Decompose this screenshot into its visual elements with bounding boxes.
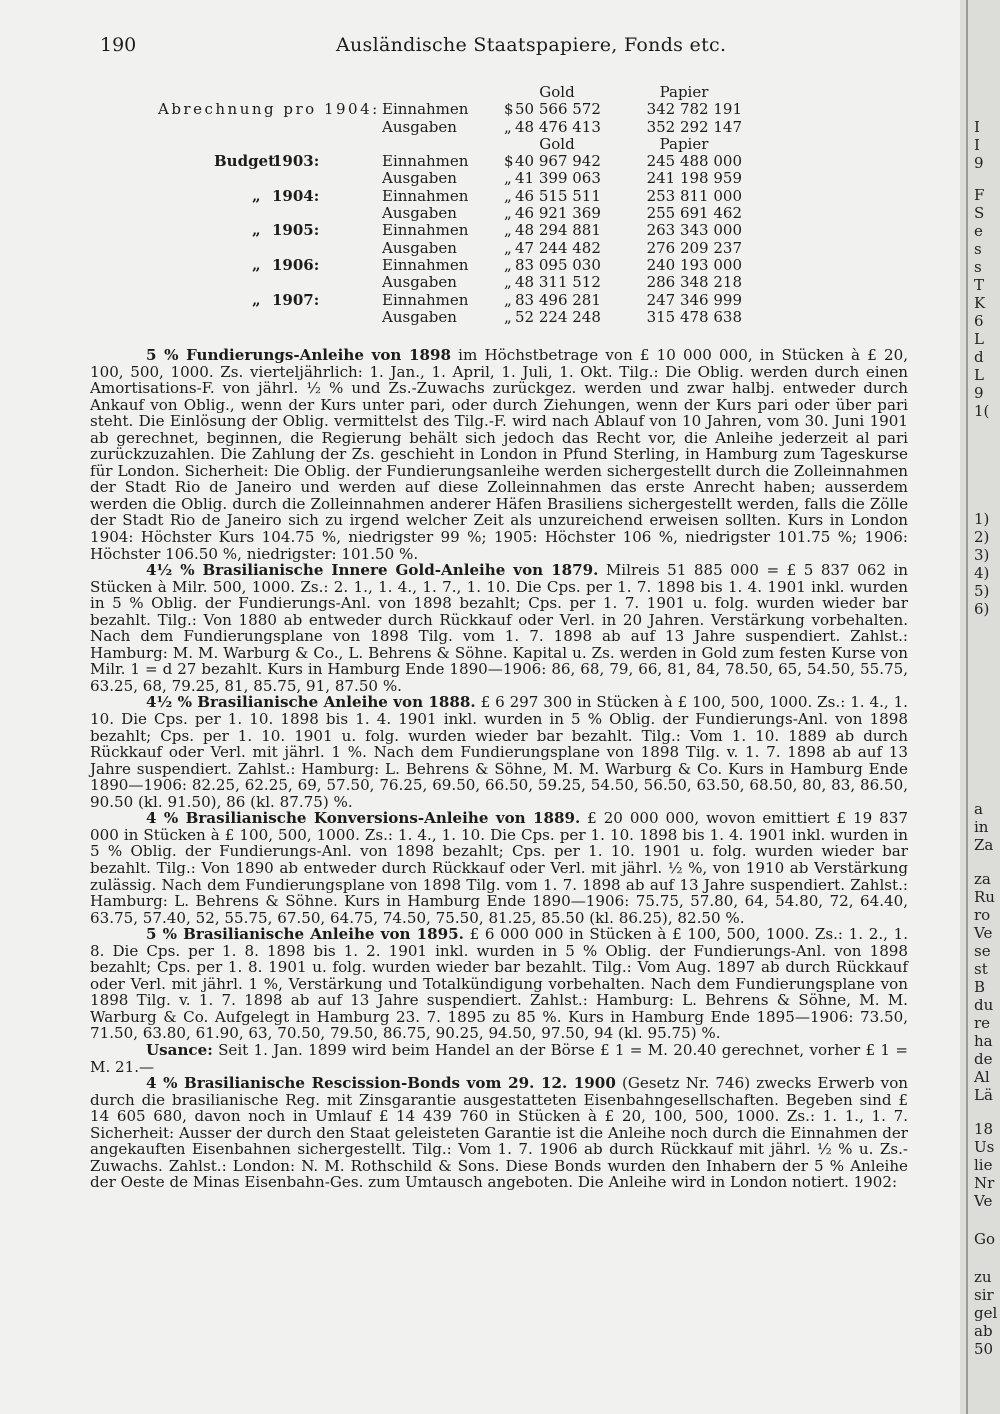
section-heading: 4 % Brasilianische Rescission-Bonds vom 29. 12. 1900	[146, 1074, 616, 1093]
budget-year: 1903:	[272, 152, 320, 171]
margin-fragment: ab	[974, 1322, 993, 1340]
margin-fragment: za	[974, 870, 991, 888]
margin-fragment: T	[974, 276, 985, 294]
margin-fragment: B	[974, 978, 986, 996]
paper-header: Papier	[659, 83, 709, 101]
gold-value: 46 515 511	[515, 186, 601, 205]
section-heading: Usance:	[146, 1040, 213, 1059]
margin-fragment: d	[974, 348, 984, 366]
ditto-mark: „	[504, 186, 512, 205]
section-text: £ 6 297 300 in Stücken à £ 100, 500, 1000. Zs.: 1. 4., 1. 10. Die Cps. per 1. 10. 1898 bis 1. 4. 1901 inkl. wurden in 5 % Oblig. der Fundierungs-Anl. von 1898 bezahlt; Cps. per 1. 10. 1901 u. folg. wurden wieder bar bezahlt. Tilg.: Vom 1. 10. 1889 ab durch Rückkauf oder Verl. mit jährl. 1 %. Nach dem Fundierungsplane von 1898 Tilg. v. 1. 7. 1898 ab auf 13 Jahre suspendiert. Zahlst.: Hamburg: L. Behrens & Söhne, M. M. Warburg & Co. Kurs in Hamburg Ende 1890—1906: 82.25, 62.25, 69, 57.50, 76.25, 69.50, 66.50, 59.25, 54.50, 56.50, 63.50, 68.50, 80, 83, 86.50, 90.50 (kl. 91.50), 86 (kl. 87.75) %.	[90, 693, 908, 811]
ditto-mark: „	[504, 273, 512, 292]
section-heading: 4½ % Brasilianische Anleihe von 1888.	[146, 693, 476, 712]
margin-fragment: 18	[974, 1120, 994, 1138]
margin-fragment: gel	[974, 1304, 998, 1322]
ditto-mark: „	[504, 204, 512, 223]
gold-value: 46 921 369	[515, 204, 601, 223]
section-text: (Gesetz Nr. 746) zwecks Erwerb von durch die brasilianische Reg. mit Zinsgarantie ausgestatteten Eisenbahngesellschaften. Begeben sind £ 14 605 680, davon noch in Umlauf £ 14 439 760 in Stücken à £ 20, 100, 500, 1000. Zs.: 1. 1., 1. 7. Sicherheit: Ausser der durch den Staat geleisteten Garantie ist die Anleihe noch durch die Einnahmen der angekauften Eisenbahnen sichergestellt. Tilg.: Vom 1. 7. 1906 ab durch Rückkauf mit jährl. ½ % u. Zs.-Zuwachs. Zahlst.: London: N. M. Rothschild & Sons. Diese Bonds wurden den Inhabern der 5 % Anleihe der Oeste de Minas Eisenbahn-Ges. zum Umtausch angeboten. Die Anleihe wird in London notiert. 1902:	[90, 1074, 909, 1192]
gold-value: 83 496 281	[515, 290, 601, 309]
budget-year: 1906:	[272, 255, 320, 274]
row-type: Ausgaben	[382, 238, 457, 257]
ditto-mark: „	[504, 117, 512, 136]
margin-fragment: 1)	[974, 510, 990, 528]
column-header-row	[90, 136, 910, 153]
margin-fragment: 3)	[974, 546, 990, 564]
margin-fragment: I	[974, 118, 980, 136]
margin-fragment: S	[974, 204, 985, 222]
section-heading: 5 % Fundierungs-Anleihe von 1898	[146, 346, 452, 364]
row-type: Ausgaben	[382, 273, 457, 292]
ditto-mark: „	[252, 255, 261, 274]
budget-einnahmen-row	[90, 257, 910, 274]
section-fundierungs-anleihe-1898	[90, 347, 908, 562]
paper-value: 253 811 000	[646, 186, 742, 205]
budget-label: Budget	[214, 152, 276, 171]
row-type: Einnahmen	[382, 100, 469, 119]
section-heading: 5 % Brasilianische Anleihe von 1895.	[146, 925, 464, 944]
running-title: Ausländische Staatspapiere, Fonds etc.	[336, 34, 727, 56]
budget-einnahmen-row	[90, 153, 910, 170]
ditto-mark: „	[504, 290, 512, 309]
margin-fragment: 4)	[974, 564, 990, 582]
section-text: Seit 1. Jan. 1899 wird beim Handel an der Börse £ 1 = M. 20.40 gerechnet, vorher £ 1 = M. 21.—	[90, 1040, 908, 1076]
section-heading: 4½ % Brasilianische Innere Gold-Anleihe von 1879.	[146, 561, 599, 580]
row-type: Einnahmen	[382, 186, 469, 205]
budget-ausgaben-row	[90, 240, 910, 257]
section-text: im Höchstbetrage von £ 10 000 000, in Stücken à £ 20, 100, 500, 1000. Zs. vierteljährlich: 1. Jan., 1. April, 1. Juli, 1. Okt. Tilg.: Die Oblig. werden durch einen Amortisations-F. von jährl. ½ % und Zs.-Zuwachs zurückgez. werden und zwar halbj. entweder durch Ankauf von Oblig., wenn der Kurs unter pari, oder durch Ziehungen, wenn der Kurs pari oder über pari steht. Die Einlösung der Oblig. vermittelst des Tilg.-F. wird nach Ablauf von 10 Jahren, vom 30. Juni 1901 ab gerechnet, beginnen, die Regierung behält sich jedoch das Recht vor, die Anleihe jederzeit al pari zurückzuzahlen. Die Zahlung der Zs. geschieht in London in Pfund Sterling, in Hamburg zum Tageskurse für London. Sicherheit: Die Oblig. der Fundierungsanleihe werden sichergestellt durch die Zolleinnahmen der Stadt Rio de Janeiro und werden auf diese Zolleinnahmen das erste Anrecht haben; ausserdem werden die Oblig. durch die Zolleinnahmen anderer Häfen Brasiliens sichergestellt werden, falls die Zölle der Stadt Rio de Janeiro sich zu irgend welcher Zeit als unzureichend erweisen sollten. Kurs in London 1904: Höchster Kurs 104.75 %, niedrigster 99 %; 1905: Höchster 106 %, niedrigster 101.75 %; 1906: Höchster 106.50 %, niedrigster: 101.50 %.	[90, 346, 908, 563]
margin-fragment: 6)	[974, 600, 990, 618]
section-anleihe-1895	[90, 926, 908, 1042]
paper-value: 276 209 237	[646, 238, 742, 257]
paper-value: 342 782 191	[646, 100, 742, 119]
margin-fragment: L	[974, 366, 984, 384]
currency-symbol: $	[504, 100, 514, 119]
budget-year: 1907:	[272, 290, 320, 309]
margin-fragment: 9	[974, 384, 984, 402]
margin-fragment: se	[974, 942, 991, 960]
paper-value: 352 292 147	[646, 117, 742, 136]
gold-value: 83 095 030	[515, 255, 601, 274]
margin-fragment: 50	[974, 1340, 994, 1358]
section-usance	[90, 1042, 908, 1075]
ditto-mark: „	[252, 186, 261, 205]
abrechnung-einnahmen-row	[90, 101, 910, 118]
margin-fragment: Za	[974, 836, 994, 854]
margin-fragment: 5)	[974, 582, 990, 600]
ditto-mark: „	[504, 238, 512, 257]
gold-value: 50 566 572	[515, 100, 601, 119]
abrechnung-ausgaben-row	[90, 119, 910, 136]
margin-fragment: L	[974, 330, 984, 348]
margin-fragment: Ve	[974, 924, 993, 942]
margin-fragment: in	[974, 818, 989, 836]
margin-fragment: zu	[974, 1268, 992, 1286]
margin-fragment: e	[974, 222, 983, 240]
paper-value: 241 198 959	[646, 169, 742, 188]
margin-fragment: 9	[974, 154, 984, 172]
gold-value: 48 476 413	[515, 117, 601, 136]
page-fold-line	[966, 0, 968, 1414]
section-innere-gold-anleihe-1879	[90, 562, 908, 694]
gold-value: 41 399 063	[515, 169, 601, 188]
margin-fragment: Al	[974, 1068, 990, 1086]
row-type: Ausgaben	[382, 307, 457, 326]
section-konversions-anleihe-1889	[90, 810, 908, 926]
paper-value: 240 193 000	[646, 255, 742, 274]
row-type: Ausgaben	[382, 117, 457, 136]
margin-fragment: K	[974, 294, 986, 312]
section-heading: 4 % Brasilianische Konversions-Anleihe von 1889.	[146, 809, 581, 828]
row-type: Einnahmen	[382, 152, 469, 171]
paper-value: 255 691 462	[646, 204, 742, 223]
margin-fragment: Nr	[974, 1174, 995, 1192]
margin-fragment: lie	[974, 1156, 993, 1174]
body-text	[90, 347, 908, 1191]
margin-fragment: 1(	[974, 402, 990, 420]
ditto-mark: „	[504, 169, 512, 188]
section-text: £ 6 000 000 in Stücken à £ 100, 500, 1000. Zs.: 1. 2., 1. 8. Die Cps. per 1. 8. 1898 bis 1. 2. 1901 inkl. wurden in 5 % Oblig. der Fundierungs-Anl. von 1898 bezahlt; Cps. per 1. 8. 1901 u. folg. wurden wieder bar bezahlt. Tilg.: Vom Aug. 1897 ab durch Rückkauf oder Verl. mit jährl. 1 %, Verstärkung und Totalkündigung vorbehalten. Nach dem Fundierungsplane von 1898 Tilg. v. 1. 7. 1898 ab auf 13 Jahre suspendiert. Zahlst.: Hamburg: L. Behrens & Söhne, M. M. Warburg & Co. Aufgelegt in Hamburg 23. 7. 1895 zu 85 %. Kurs in Hamburg Ende 1895—1906: 73.50, 71.50, 63.80, 61.90, 63, 70.50, 79.50, 86.75, 90.25, 94.50, 97.50, 94 (kl. 95.75) %.	[90, 925, 908, 1043]
row-type: Einnahmen	[382, 290, 469, 309]
abrechnung-label: Abrechnung pro 1904:	[158, 100, 380, 119]
margin-fragment: s	[974, 240, 982, 258]
section-anleihe-1888	[90, 694, 908, 810]
ditto-mark: „	[504, 221, 512, 240]
margin-fragment: Go	[974, 1230, 996, 1248]
finance-table	[90, 84, 910, 326]
row-type: Ausgaben	[382, 204, 457, 223]
row-type: Einnahmen	[382, 255, 469, 274]
budget-year: 1904:	[272, 186, 320, 205]
gold-value: 52 224 248	[515, 307, 601, 326]
margin-fragment: I	[974, 136, 980, 154]
margin-fragment: s	[974, 258, 982, 276]
ditto-mark: „	[252, 221, 261, 240]
budget-ausgaben-row	[90, 205, 910, 222]
margin-fragment: ro	[974, 906, 991, 924]
margin-fragment: a	[974, 800, 983, 818]
page-number: 190	[100, 34, 137, 56]
budget-einnahmen-row	[90, 222, 910, 239]
margin-fragment: F	[974, 186, 985, 204]
margin-fragment: ha	[974, 1032, 993, 1050]
budget-ausgaben-row	[90, 170, 910, 187]
ditto-mark: „	[252, 290, 261, 309]
margin-fragment: de	[974, 1050, 993, 1068]
gold-value: 48 311 512	[515, 273, 601, 292]
budget-einnahmen-row	[90, 292, 910, 309]
paper-value: 315 478 638	[646, 307, 742, 326]
row-type: Ausgaben	[382, 169, 457, 188]
margin-fragment: Lä	[974, 1086, 993, 1104]
section-text: Milreis 51 885 000 = £ 5 837 062 in Stücken à Milr. 500, 1000. Zs.: 2. 1., 1. 4., 1. 7., 1. 10. Die Cps. per 1. 7. 1898 bis 1. 4. 1901 inkl. wurden in 5 % Oblig. der Fundierungs-Anl. von 1898 bezahlt; Cps. per 1. 7. 1901 u. folg. wurden wieder bar bezahlt. Tilg.: Von 1880 ab entweder durch Rückkauf oder Verl. in 20 Jahren. Verstärkung vorbehalten. Nach dem Fundierungsplane von 1898 Tilg. vom 1. 7. 1898 ab auf 13 Jahre suspendiert. Zahlst.: Hamburg: M. M. Warburg & Co., L. Behrens & Söhne. Kapital u. Zs. werden in Gold zum festen Kurse von Milr. 1 = d 27 bezahlt. Kurs in Hamburg Ende 1890—1906: 86, 68, 79, 66, 81, 84, 78.50, 65, 54.50, 55.75, 63.25, 68, 79.25, 81, 85.75, 91, 87.50 %.	[90, 561, 908, 695]
paper-header: Papier	[659, 134, 709, 153]
margin-fragment: 2)	[974, 528, 990, 546]
paper-value: 247 346 999	[646, 290, 742, 309]
gold-header: Gold	[539, 134, 575, 153]
budget-year: 1905:	[272, 221, 320, 240]
adjacent-page-edge	[960, 0, 1000, 1414]
section-text: £ 20 000 000, wovon emittiert £ 19 837 000 in Stücken à £ 100, 500, 1000. Zs.: 1. 4., 1. 10. Die Cps. per 1. 10. 1898 bis 1. 4. 1901 inkl. wurden in 5 % Oblig. der Fundierungs-Anl. von 1898 bezahlt; Cps. per 1. 10. 1901 u. folg. wurden wieder bar bezahlt. Tilg.: Von 1890 ab entweder durch Rückkauf oder Verl. mit jährl. ½ %, von 1910 ab Verstärkung zulässig. Nach dem Fundierungsplane von 1898 Tilg. vom 1. 7. 1898 ab auf 13 Jahre suspendiert. Zahlst.: Hamburg: L. Behrens & Söhne. Kurs in Hamburg Ende 1890—1906: 75.75, 57.80, 64, 54.80, 72, 64.40, 63.75, 57.40, 52, 55.75, 67.50, 64.75, 74.50, 75.50, 81.25, 85.50 (kl. 86.25), 82.50 %.	[90, 809, 908, 927]
budget-ausgaben-row	[90, 274, 910, 291]
margin-fragment: sir	[974, 1286, 994, 1304]
gold-value: 48 294 881	[515, 221, 601, 240]
budget-einnahmen-row	[90, 188, 910, 205]
gold-header: Gold	[539, 83, 575, 101]
currency-symbol: $	[504, 152, 514, 171]
paper-value: 245 488 000	[646, 152, 742, 171]
column-header-row	[90, 84, 910, 101]
budget-ausgaben-row	[90, 309, 910, 326]
margin-fragment: du	[974, 996, 994, 1014]
margin-fragment: 6	[974, 312, 984, 330]
gold-value: 40 967 942	[515, 152, 601, 171]
margin-fragment: st	[974, 960, 988, 978]
margin-fragment: Us	[974, 1138, 995, 1156]
margin-fragment: Ru	[974, 888, 995, 906]
ditto-mark: „	[504, 255, 512, 274]
gold-value: 47 244 482	[515, 238, 601, 257]
row-type: Einnahmen	[382, 221, 469, 240]
paper-value: 263 343 000	[646, 221, 742, 240]
section-rescission-bonds-1900	[90, 1075, 908, 1191]
paper-value: 286 348 218	[646, 273, 742, 292]
margin-fragment: re	[974, 1014, 991, 1032]
ditto-mark: „	[504, 307, 512, 326]
margin-fragment: Ve	[974, 1192, 993, 1210]
